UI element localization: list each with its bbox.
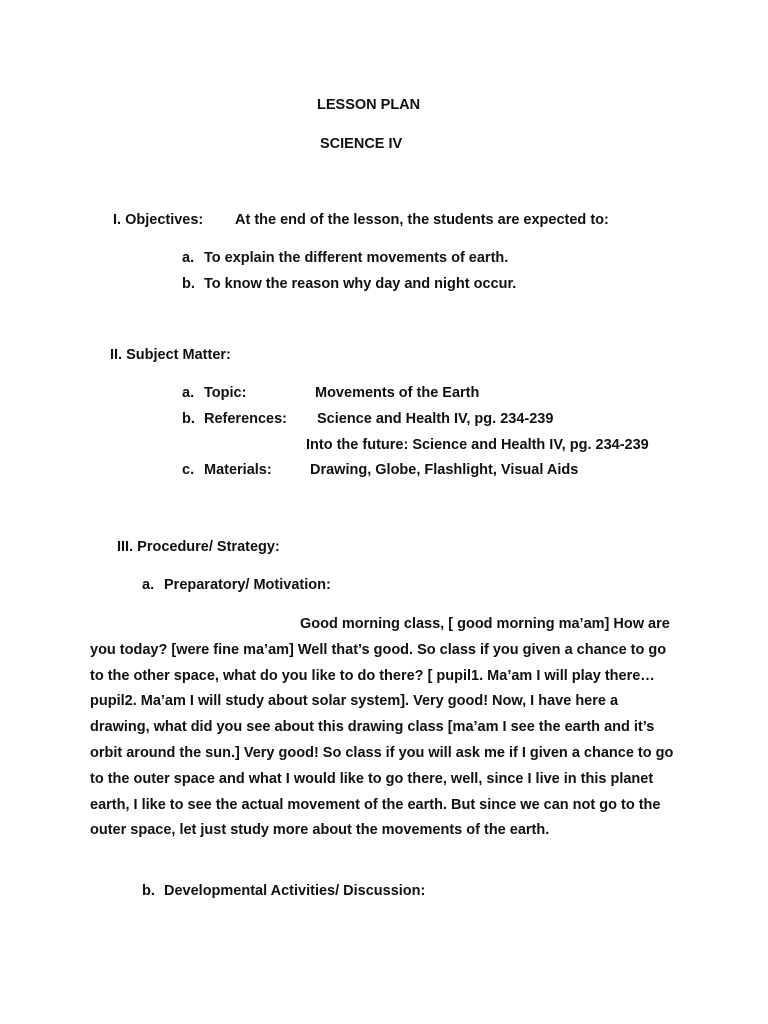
references-value: Science and Health IV, pg. 234-239 xyxy=(317,411,554,427)
procedure-heading: III. Procedure/ Strategy: xyxy=(117,539,280,555)
references-marker: b. xyxy=(182,411,195,427)
document-subject: SCIENCE IV xyxy=(320,136,403,152)
objective-item-marker: b. xyxy=(182,276,195,292)
topic-marker: a. xyxy=(182,385,195,401)
objective-item-text: To explain the different movements of earth. xyxy=(204,250,509,266)
objectives-intro: At the end of the lesson, the students are expected to: xyxy=(235,212,609,228)
preparatory-marker: a. xyxy=(142,577,155,593)
topic-label: Topic: xyxy=(204,385,247,401)
materials-marker: c. xyxy=(182,462,195,478)
preparatory-label: Preparatory/ Motivation: xyxy=(164,577,331,593)
materials-label: Materials: xyxy=(204,462,272,478)
materials-value: Drawing, Globe, Flashlight, Visual Aids xyxy=(310,462,579,478)
objectives-heading: I. Objectives: xyxy=(113,212,204,228)
developmental-label: Developmental Activities/ Discussion: xyxy=(164,883,426,899)
subject-matter-heading: II. Subject Matter: xyxy=(110,347,231,363)
objective-item-text: To know the reason why day and night occur. xyxy=(204,276,517,292)
references-label: References: xyxy=(204,411,288,427)
objective-item-marker: a. xyxy=(182,250,195,266)
motivation-paragraph: Good morning class, [ good morning ma’am] How are you today? [were fine ma’am] Well that’s good. So class if you given a chance to go to the other space, what do you like to do there? [ pupil1. Ma’am I will play there… pupil2. Ma’am I will study about solar system]. Very good! Now, I have here a drawing, what did you see about this drawing class [ma’am I see the earth and it’s orbit around the sun.] Very good! So class if you will ask me if I given a chance to go to the outer space and what I would like to go there, well, since I live in this planet earth, I like to see the actual movement of the earth. But since we can not go to the outer space, let just study more about the movements of the earth. xyxy=(90,616,674,839)
references-value-secondary: Into the future: Science and Health IV, pg. 234-239 xyxy=(306,437,649,453)
document-title: LESSON PLAN xyxy=(317,97,421,113)
developmental-marker: b. xyxy=(142,883,155,899)
topic-value: Movements of the Earth xyxy=(315,385,480,401)
